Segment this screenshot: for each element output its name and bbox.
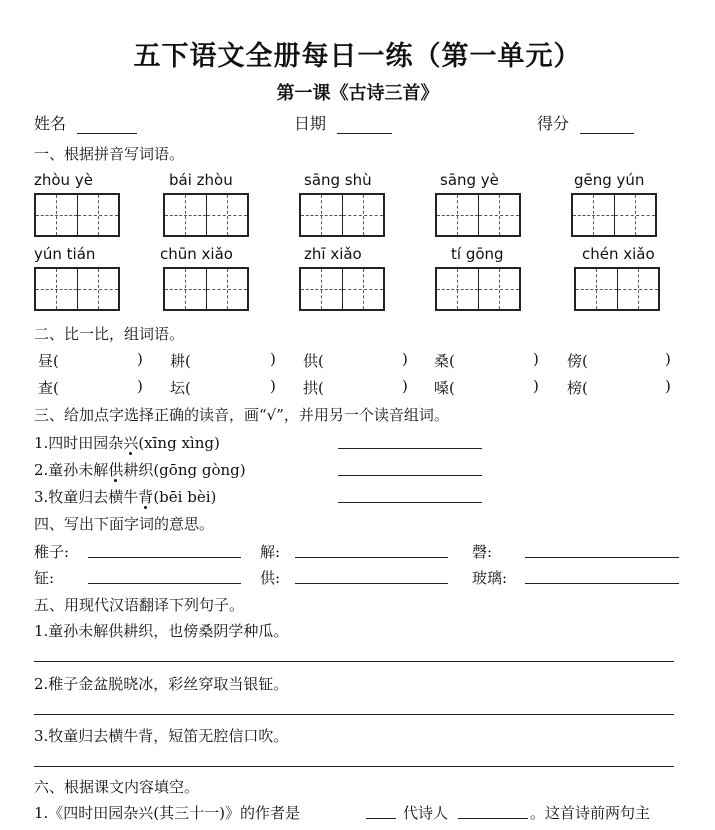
pinyin-label: sāng shù [304,171,372,189]
pinyin-label: chūn xiǎo [160,245,233,263]
translate-item: 3.牧童归去横牛背，短笛无腔信口吹。 [34,727,289,745]
date-field [294,111,392,134]
pinyin-label: sāng yè [440,171,499,189]
compare-item: 昼( [38,352,59,370]
writing-grid[interactable] [163,267,249,311]
answer-line[interactable] [88,583,241,584]
dotted-char: 兴 [123,434,139,452]
pinyin-label: yún tián [34,245,96,263]
score-label: 得分 [537,114,570,133]
pinyin-label: zhī xiǎo [304,245,362,263]
pinyin-label: chén xiǎo [582,245,655,263]
writing-grid[interactable] [163,193,249,237]
reading-text: (bēi bèi) [153,488,217,506]
page-title: 五下语文全册每日一练（第一单元） [133,41,582,72]
score-field [537,111,634,134]
writing-grid[interactable] [574,267,660,311]
date-label: 日期 [294,114,327,133]
compare-close: ) [665,377,671,395]
section4-heading: 四、写出下面字词的意思。 [34,515,215,533]
compare-item: 嗓( [434,379,455,397]
meaning-label: 钲: [34,569,55,587]
writing-grid[interactable] [435,193,521,237]
answer-line[interactable] [34,714,674,715]
meaning-label: 玻璃: [472,569,508,587]
answer-line[interactable] [338,448,482,449]
section1-heading: 一、根据拼音写词语。 [34,145,185,163]
fill-q1-c: 。这首诗前两句主 [530,804,651,822]
answer-line[interactable] [295,583,448,584]
score-blank[interactable] [580,119,634,134]
writing-grid[interactable] [571,193,657,237]
fill-q1-a: 1.《四时田园杂兴(其三十一)》的作者是 [34,804,301,822]
reading-text: (xīng xìng) [138,434,220,452]
answer-line[interactable] [525,557,679,558]
answer-line[interactable] [88,557,241,558]
compare-close: ) [533,350,539,368]
dotted-char: 供 [108,461,124,479]
section3-heading: 三、给加点字选择正确的读音，画“√”，并用另一个读音组词。 [34,406,449,424]
fill-q1-b: 代诗人 [403,804,449,822]
reading-item [34,432,220,453]
answer-line[interactable] [34,766,674,767]
section6-heading: 六、根据课文内容填空。 [34,778,200,796]
pinyin-label: bái zhòu [169,171,233,189]
meaning-label: 解: [260,543,281,561]
reading-item [34,486,216,507]
dotted-char: 背 [138,488,154,506]
date-blank[interactable] [337,119,392,134]
reading-text: 耕织(gōng gòng) [123,461,246,479]
compare-item: 供( [303,352,324,370]
compare-item: 榜( [567,379,588,397]
section2-heading: 二、比一比，组词语。 [34,325,185,343]
compare-close: ) [137,377,143,395]
compare-close: ) [402,350,408,368]
page-subtitle: 第一课《古诗三首》 [276,83,439,104]
compare-item: 傍( [567,352,588,370]
reading-text: 1.四时田园杂 [34,434,124,452]
answer-line[interactable] [34,661,674,662]
writing-grid[interactable] [34,267,120,311]
meaning-label: 稚子: [34,543,70,561]
pinyin-label: tí gōng [451,245,504,263]
compare-close: ) [402,377,408,395]
writing-grid[interactable] [34,193,120,237]
compare-close: ) [270,377,276,395]
compare-close: ) [137,350,143,368]
pinyin-label: gēng yún [574,171,645,189]
answer-line[interactable] [366,818,396,819]
answer-line[interactable] [338,502,482,503]
name-blank[interactable] [77,119,137,134]
answer-line[interactable] [338,475,482,476]
translate-item: 2.稚子金盆脱晓冰，彩丝穿取当银钲。 [34,675,289,693]
writing-grid[interactable] [299,267,385,311]
reading-item [34,459,246,480]
pinyin-label: zhòu yè [34,171,93,189]
reading-text: 2.童孙未解 [34,461,109,479]
compare-item: 拱( [303,379,324,397]
writing-grid[interactable] [435,267,521,311]
name-field [34,111,137,134]
writing-grid[interactable] [299,193,385,237]
meaning-label: 供: [260,569,281,587]
compare-close: ) [533,377,539,395]
reading-text: 3.牧童归去横牛 [34,488,139,506]
meaning-label: 磬: [472,543,493,561]
answer-line[interactable] [295,557,448,558]
name-label: 姓名 [34,114,67,133]
section5-heading: 五、用现代汉语翻译下列句子。 [34,596,245,614]
compare-close: ) [665,350,671,368]
compare-item: 查( [38,379,59,397]
answer-line[interactable] [525,583,679,584]
compare-item: 坛( [170,379,191,397]
compare-item: 耕( [170,352,191,370]
translate-item: 1.童孙未解供耕织，也傍桑阴学种瓜。 [34,622,289,640]
answer-line[interactable] [458,818,528,819]
compare-close: ) [270,350,276,368]
compare-item: 桑( [434,352,455,370]
